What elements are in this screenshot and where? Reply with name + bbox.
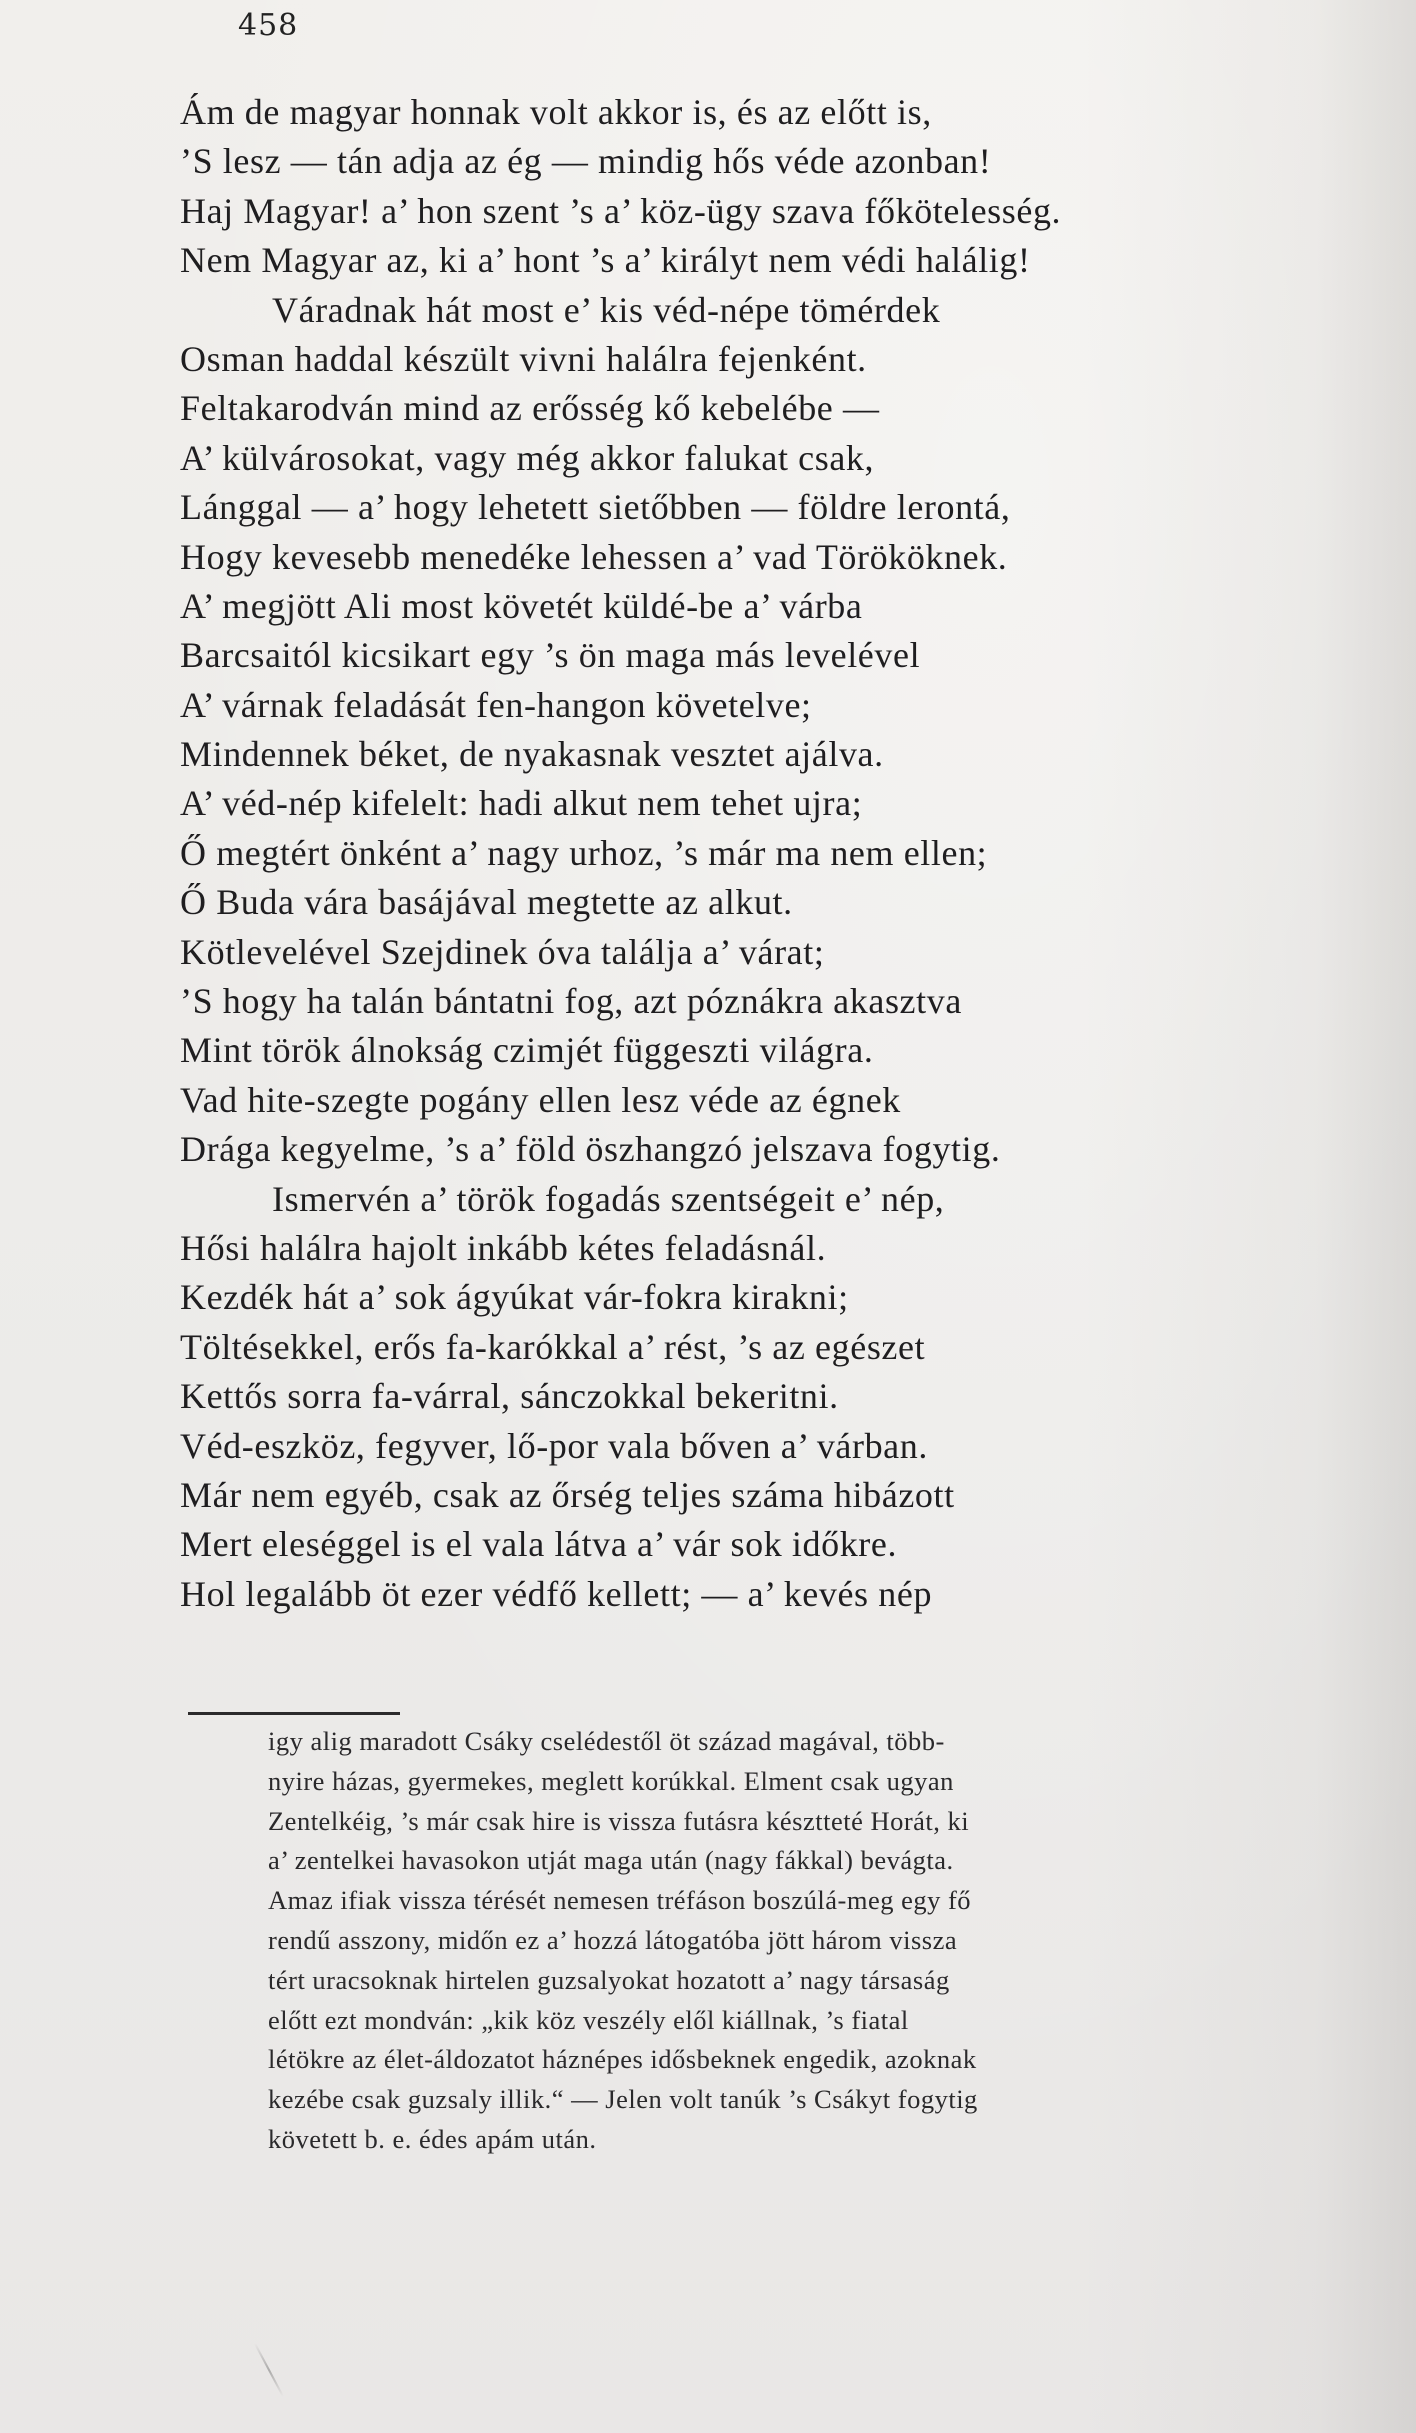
footnote-line: tért uracsoknak hirtelen guzsalyokat hozatott a’ nagy társaság (268, 1964, 950, 1995)
poem-line: Kettős sorra fa-várral, sánczokkal bekeritni. (180, 1376, 839, 1417)
poem-line: Mindennek béket, de nyakasnak vesztet ajálva. (180, 734, 884, 775)
poem-line: ’S hogy ha talán bántatni fog, azt póznákra akasztva (180, 981, 962, 1022)
poem-line: A’ külvárosokat, vagy még akkor falukat csak, (180, 437, 875, 478)
poem-line: Hősi halálra hajolt inkább kétes feladásnál. (180, 1227, 827, 1268)
poem-line: Mint török álnokság czimjét függeszti világra. (180, 1030, 874, 1071)
poem-line: Ám de magyar honnak volt akkor is, és az előtt is, (180, 92, 932, 132)
footnote-line: igy alig maradott Csáky cselédestől öt század magával, több- (268, 1726, 945, 1756)
footnote-line: Zentelkéig, ’s már csak hire is vissza futásra késztteté Horát, ki (268, 1805, 970, 1836)
footnote-line: a’ zentelkei havasokon utját maga után (nagy fákkal) bevágta. (268, 1845, 954, 1876)
footnote-text (268, 1722, 1328, 2160)
poem-line: A’ várnak feladását fen-hangon követelve; (180, 684, 812, 725)
poem-line: Hol legalább öt ezer védfő kellett; — a’ kevés nép (180, 1573, 933, 1614)
page-number: 458 (238, 8, 299, 43)
poem-line: Barcsaitól kicsikart egy ’s ön maga más levelével (180, 635, 921, 676)
poem-line: Hogy kevesebb menedéke lehessen a’ vad Törököknek. (180, 536, 1008, 577)
poem-line: Már nem egyéb, csak az őrség teljes száma hibázott (180, 1474, 955, 1515)
paper-crease (254, 2343, 284, 2397)
footnote-line: nyire házas, gyermekes, meglett korúkkal. Elment csak ugyan (268, 1765, 954, 1796)
poem-line: Nem Magyar az, ki a’ hont ’s a’ királyt nem védi halálig! (180, 240, 1031, 281)
poem-line: Mert eleséggel is el vala látva a’ vár sok időkre. (180, 1524, 898, 1565)
poem-line: ’S lesz — tán adja az ég — mindig hős véde azonban! (180, 141, 992, 182)
footnote-line: kezébe csak guzsaly illik.“ — Jelen volt tanúk ’s Csákyt fogytig (268, 2084, 978, 2115)
poem-line: Véd-eszköz, fegyver, lő-por vala bőven a’ várban. (180, 1425, 928, 1466)
poem-line: A’ megjött Ali most követét küldé-be a’ várba (180, 585, 863, 626)
poem-line: Váradnak hát most e’ kis véd-népe tömérdek (272, 289, 941, 330)
poem-line: Töltésekkel, erős fa-karókkal a’ rést, ’s az egészet (180, 1326, 926, 1367)
poem-text (180, 88, 1320, 1619)
footnote-line: követett b. e. édes apám után. (268, 2123, 597, 2154)
poem-line: Lánggal — a’ hogy lehetett sietőbben — földre lerontá, (180, 487, 1011, 528)
poem-line: Ő Buda vára basájával megtette az alkut. (180, 882, 793, 923)
footnote-line: rendű asszony, midőn ez a’ hozzá látogatóba jött három vissza (268, 1924, 958, 1955)
footnote-line: létökre az élet-áldozatot háznépes idősbeknek engedik, azoknak (268, 2044, 977, 2075)
poem-line: Drága kegyelme, ’s a’ föld öszhangzó jelszava fogytig. (180, 1129, 1001, 1170)
poem-line: Kezdék hát a’ sok ágyúkat vár-fokra kirakni; (180, 1277, 849, 1318)
poem-line: Osman haddal készült vivni halálra fejenként. (180, 338, 867, 379)
poem-line: Haj Magyar! a’ hon szent ’s a’ köz-ügy szava főkötelesség. (180, 190, 1062, 231)
poem-line: Kötlevelével Szejdinek óva találja a’ várat; (180, 931, 825, 972)
poem-line: Vad hite-szegte pogány ellen lesz véde az égnek (180, 1079, 901, 1120)
footnote-divider (188, 1712, 400, 1715)
poem-line: A’ véd-nép kifelelt: hadi alkut nem tehet ujra; (180, 783, 863, 824)
footnote-line: előtt ezt mondván: „kik köz veszély elől kiállnak, ’s fiatal (268, 2004, 909, 2035)
poem-line: Feltakarodván mind az erősség kő kebelébe — (180, 388, 880, 429)
footnote-line: Amaz ifiak vissza térését nemesen tréfáson boszúlá-meg egy fő (268, 1885, 972, 1916)
poem-line: Ismervén a’ török fogadás szentségeit e’ nép, (272, 1178, 945, 1219)
poem-line: Ő megtért önként a’ nagy urhoz, ’s már ma nem ellen; (180, 832, 988, 873)
